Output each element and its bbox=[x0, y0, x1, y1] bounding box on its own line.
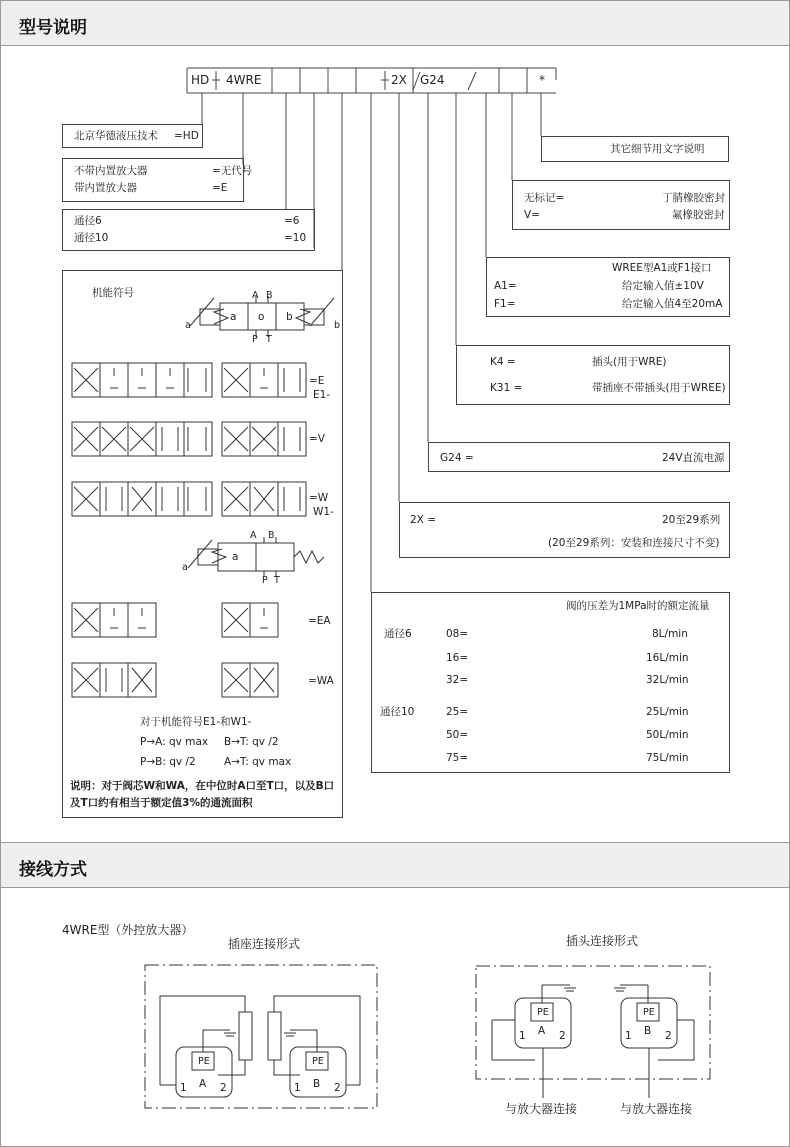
port-p-label: P bbox=[252, 334, 258, 345]
seal-label-0: 无标记= bbox=[524, 192, 565, 204]
spool-a-label-2: a bbox=[232, 551, 239, 563]
function-title: 机能符号 bbox=[92, 287, 134, 299]
port-a-label: A bbox=[252, 290, 259, 301]
flow-code-0-1: 16= bbox=[446, 652, 469, 664]
code-voltage: G24 bbox=[420, 73, 445, 87]
pe-label-b: PE bbox=[312, 1056, 324, 1067]
code-w1: W1- bbox=[313, 506, 334, 518]
flow-code-1-2: 75= bbox=[446, 752, 469, 764]
plug-pin1-a: 1 bbox=[519, 1030, 526, 1042]
section-title-wiring: 接线方式 bbox=[19, 860, 87, 880]
flow-value-1-2: 75L/min bbox=[646, 752, 689, 764]
flow-code-1-1: 50= bbox=[446, 729, 469, 741]
flow-code-0-0: 08= bbox=[446, 628, 469, 640]
connect-label-left: 与放大器连接 bbox=[505, 1102, 578, 1116]
flow-title: 阀的压差为1MPa时的额定流量 bbox=[566, 600, 710, 612]
plug-value-0: 插头(用于WRE) bbox=[592, 356, 667, 368]
port-b-label-2: B bbox=[268, 530, 275, 541]
seal-value-0: 丁腈橡胶密封 bbox=[662, 192, 725, 204]
spool-b-label: b bbox=[286, 311, 293, 323]
interface-label-1: F1= bbox=[494, 298, 516, 310]
port-b-label: B bbox=[266, 290, 273, 301]
size-value-1: =10 bbox=[284, 232, 307, 244]
conn-a-label: A bbox=[199, 1078, 207, 1090]
maker-label: 北京华德液压技术 bbox=[74, 130, 158, 142]
solenoid-a-label: a bbox=[185, 320, 191, 331]
flow-size-1: 通径10 bbox=[380, 706, 415, 718]
flow-value-1-1: 50L/min bbox=[646, 729, 689, 741]
seal-value-1: 氟橡胶密封 bbox=[672, 209, 725, 221]
code-v: =V bbox=[309, 433, 325, 445]
series-label: 2X = bbox=[410, 514, 437, 526]
plug-conn-a-label: A bbox=[538, 1025, 546, 1037]
maker-value: =HD bbox=[174, 130, 199, 142]
port-t-label: T bbox=[266, 334, 272, 345]
interface-title: WREE型A1或F1接口 bbox=[612, 262, 712, 274]
size-label-0: 通径6 bbox=[74, 215, 102, 227]
code-hd: HD bbox=[191, 73, 210, 87]
interface-label-0: A1= bbox=[494, 280, 517, 292]
other-text: 其它细节用文字说明 bbox=[610, 143, 705, 155]
code-wre: 4WRE bbox=[226, 73, 262, 87]
plug-pin2-a: 2 bbox=[559, 1030, 566, 1042]
flow-bt: B→T: qv /2 bbox=[224, 736, 279, 748]
plug-pin1-b: 1 bbox=[625, 1030, 632, 1042]
flow-code-0-2: 32= bbox=[446, 674, 469, 686]
pin2-b: 2 bbox=[334, 1082, 341, 1094]
amp-label-0: 不带内置放大器 bbox=[74, 165, 148, 177]
pin1-b: 1 bbox=[294, 1082, 301, 1094]
pin1-a: 1 bbox=[180, 1082, 187, 1094]
port-t-label-2: T bbox=[274, 575, 280, 586]
plug-label-1: K31 = bbox=[490, 382, 523, 394]
flow-value-0-2: 32L/min bbox=[646, 674, 689, 686]
wiring-type-label: 4WRE型（外控放大器） bbox=[62, 923, 194, 937]
amp-label-1: 带内置放大器 bbox=[74, 182, 137, 194]
port-a-label-2: A bbox=[250, 530, 257, 541]
seal-label-1: V= bbox=[524, 209, 540, 221]
interface-value-0: 给定输入值±10V bbox=[622, 280, 704, 292]
interface-value-1: 给定输入值4至20mA bbox=[622, 298, 723, 310]
flow-value-1-0: 25L/min bbox=[646, 706, 689, 718]
flow-pa: P→A: qv max bbox=[140, 736, 209, 748]
size-value-0: =6 bbox=[284, 215, 300, 227]
plug-value-1: 带插座不带插头(用于WREE) bbox=[592, 382, 726, 394]
flow-at: A→T: qv max bbox=[224, 756, 292, 768]
spool-a-label: a bbox=[230, 311, 237, 323]
series-note: (20至29系列：安装和连接尺寸不变) bbox=[548, 537, 720, 549]
pe-label-plug-b: PE bbox=[643, 1007, 655, 1018]
code-ea: =EA bbox=[308, 615, 331, 627]
code-wa: =WA bbox=[308, 675, 334, 687]
spool-note: 说明：对于阀芯W和WA，在中位时A口至T口，以及B口及T口约有相当于额定值3%的通流面积 bbox=[70, 780, 335, 809]
section-title-model: 型号说明 bbox=[19, 18, 87, 38]
conn-b-label: B bbox=[313, 1078, 321, 1090]
flow-value-0-0: 8L/min bbox=[652, 628, 688, 640]
plug-pin2-b: 2 bbox=[665, 1030, 672, 1042]
plug-label-0: K4 = bbox=[490, 356, 516, 368]
connect-label-right: 与放大器连接 bbox=[620, 1102, 693, 1116]
port-p-label-2: P bbox=[262, 575, 268, 586]
amp-value-0: =无代号 bbox=[212, 165, 253, 177]
pin2-a: 2 bbox=[220, 1082, 227, 1094]
code-w: =W bbox=[309, 492, 329, 504]
flow-value-0-1: 16L/min bbox=[646, 652, 689, 664]
series-value: 20至29系列 bbox=[662, 514, 721, 526]
flow-size-0: 通径6 bbox=[384, 628, 412, 640]
socket-title: 插座连接形式 bbox=[228, 937, 301, 951]
flow-code-1-0: 25= bbox=[446, 706, 469, 718]
code-star: * bbox=[539, 73, 545, 87]
note-title: 对于机能符号E1-和W1- bbox=[140, 716, 252, 728]
voltage-label: G24 = bbox=[440, 452, 474, 464]
code-e: =E bbox=[309, 375, 325, 387]
voltage-value: 24V直流电源 bbox=[662, 452, 725, 464]
code-series: 2X bbox=[391, 73, 407, 87]
plug-title: 插头连接形式 bbox=[566, 934, 639, 948]
solenoid-a-label-2: a bbox=[182, 562, 188, 573]
solenoid-b-label: b bbox=[334, 320, 341, 331]
amp-value-1: =E bbox=[212, 182, 228, 194]
size-label-1: 通径10 bbox=[74, 232, 109, 244]
flow-pb: P→B: qv /2 bbox=[140, 756, 196, 768]
spool-0-label: o bbox=[258, 311, 265, 323]
code-e1: E1- bbox=[313, 389, 331, 401]
pe-label-a: PE bbox=[198, 1056, 210, 1067]
plug-conn-b-label: B bbox=[644, 1025, 652, 1037]
pe-label-plug-a: PE bbox=[537, 1007, 549, 1018]
